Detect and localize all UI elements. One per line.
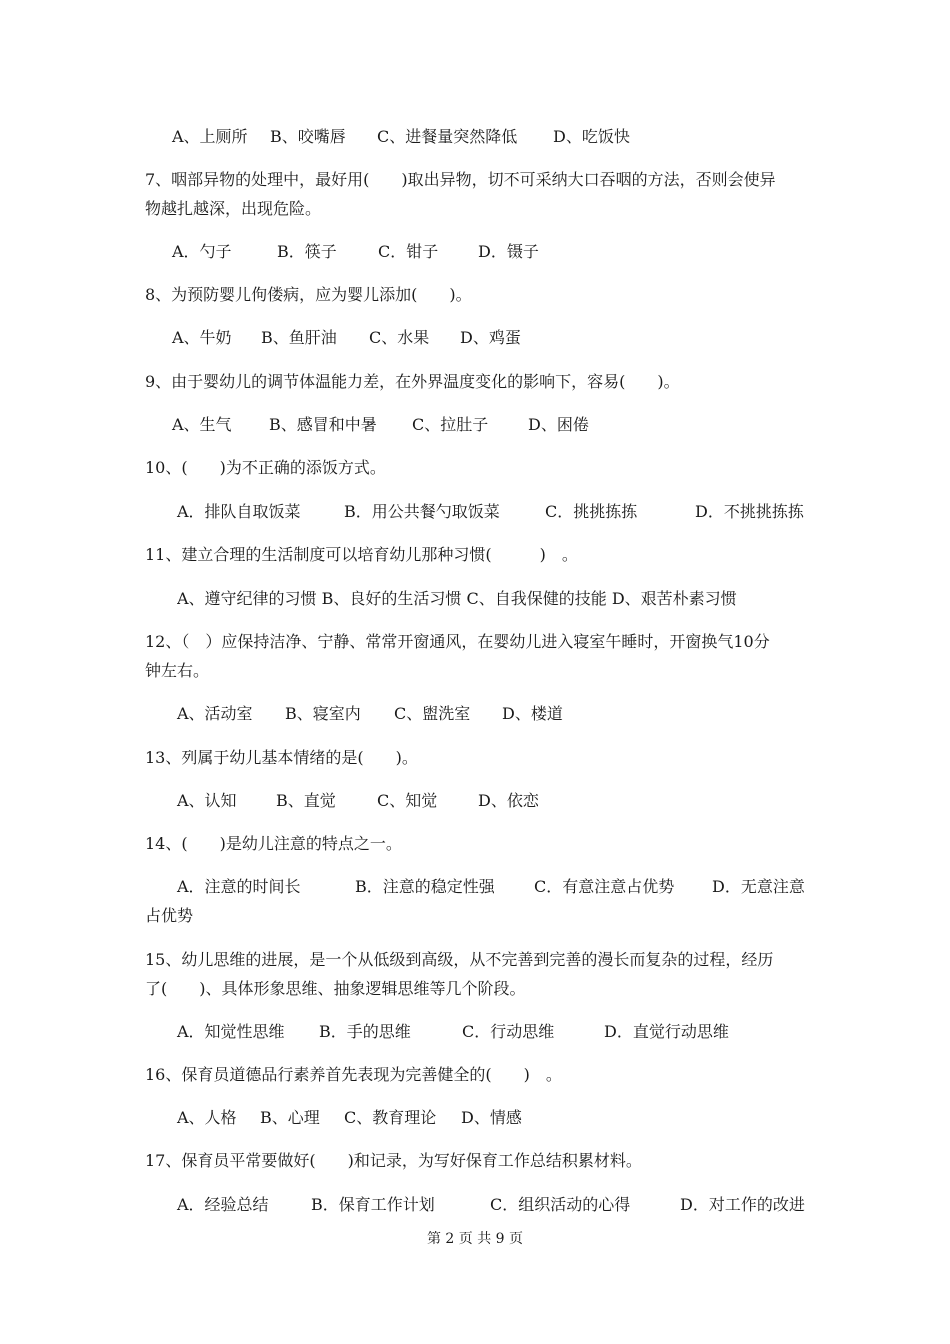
option: D．无意注意 <box>712 877 805 896</box>
option: C、进餐量突然降低 <box>377 127 518 146</box>
option: D、吃饭快 <box>553 127 630 146</box>
option: A．勺子 <box>172 242 232 261</box>
option: A．知觉性思维 <box>177 1022 285 1041</box>
option: B、寝室内 <box>285 704 361 723</box>
option: A、牛奶 <box>172 328 232 347</box>
option: C．行动思维 <box>462 1022 555 1041</box>
option: A．排队自取饭菜 <box>177 502 301 521</box>
question-15-text: 15、幼儿思维的进展，是一个从低级到高级，从不完善到完善的漫长而复杂的过程，经历 <box>145 950 774 969</box>
question-13-text: 13、列属于幼儿基本情绪的是( )。 <box>145 748 418 767</box>
option: B、咬嘴唇 <box>270 127 346 146</box>
option: C．挑挑拣拣 <box>545 502 638 521</box>
option: B．用公共餐勺取饭菜 <box>344 502 500 521</box>
option: D．对工作的改进 <box>680 1195 805 1214</box>
option: A、认知 <box>177 791 237 810</box>
option: B．筷子 <box>277 242 337 261</box>
option: B．注意的稳定性强 <box>355 877 495 896</box>
question-14-text: 14、( )是幼儿注意的特点之一。 <box>145 834 402 853</box>
option: A、上厕所 <box>172 127 248 146</box>
option: A、生气 <box>172 415 232 434</box>
option: C、拉肚子 <box>412 415 489 434</box>
option: C、知觉 <box>377 791 438 810</box>
option: C．钳子 <box>378 242 439 261</box>
question-15-text-cont: 了( )、具体形象思维、抽象逻辑思维等几个阶段。 <box>145 979 526 998</box>
question-12-text-cont: 钟左右。 <box>145 661 210 680</box>
option: D．镊子 <box>478 242 539 261</box>
option: D．直觉行动思维 <box>604 1022 729 1041</box>
question-17-text: 17、保育员平常要做好( )和记录，为写好保育工作总结积累材料。 <box>145 1151 642 1170</box>
option: A．注意的时间长 <box>177 877 301 896</box>
option: C、水果 <box>369 328 430 347</box>
option: C、盥洗室 <box>394 704 471 723</box>
option: D、楼道 <box>502 704 563 723</box>
option: D、困倦 <box>528 415 589 434</box>
option: D．不挑挑拣拣 <box>695 502 804 521</box>
question-12-text: 12、（ ）应保持洁净、宁静、常常开窗通风，在婴幼儿进入寝室午睡时，开窗换气10分 <box>145 632 770 651</box>
question-9-text: 9、由于婴幼儿的调节体温能力差，在外界温度变化的影响下，容易( )。 <box>145 372 680 391</box>
question-10-text: 10、( )为不正确的添饭方式。 <box>145 458 386 477</box>
option: C．组织活动的心得 <box>490 1195 631 1214</box>
question-16-text: 16、保育员道德品行素养首先表现为完善健全的( ) 。 <box>145 1065 562 1084</box>
option: D、鸡蛋 <box>460 328 521 347</box>
option: B．手的思维 <box>319 1022 411 1041</box>
question-7-text-cont: 物越扎越深，出现危险。 <box>145 199 322 218</box>
option: C．有意注意占优势 <box>534 877 675 896</box>
option: D、依恋 <box>478 791 539 810</box>
question-8-text: 8、为预防婴儿佝偻病，应为婴儿添加( )。 <box>145 285 472 304</box>
option: B、感冒和中暑 <box>269 415 377 434</box>
page-number-footer: 第 2 页 共 9 页 <box>426 1231 524 1247</box>
option: A、活动室 <box>177 704 253 723</box>
q14-options-cont: 占优势 <box>145 906 194 925</box>
option: A、人格 <box>177 1108 237 1127</box>
question-7-text: 7、咽部异物的处理中，最好用( )取出异物，切不可采纳大口吞咽的方法，否则会使异 <box>145 170 776 189</box>
option: B、心理 <box>260 1108 320 1127</box>
option: D、情感 <box>461 1108 522 1127</box>
question-11-text: 11、建立合理的生活制度可以培育幼儿那种习惯( ) 。 <box>145 545 578 564</box>
option: A．经验总结 <box>177 1195 269 1214</box>
q11-options: A、遵守纪律的习惯 B、良好的生活习惯 C、自我保健的技能 D、艰苦朴素习惯 <box>177 589 737 608</box>
option: B．保育工作计划 <box>311 1195 435 1214</box>
option: B、鱼肝油 <box>261 328 337 347</box>
option: B、直觉 <box>276 791 336 810</box>
option: C、教育理论 <box>344 1108 437 1127</box>
